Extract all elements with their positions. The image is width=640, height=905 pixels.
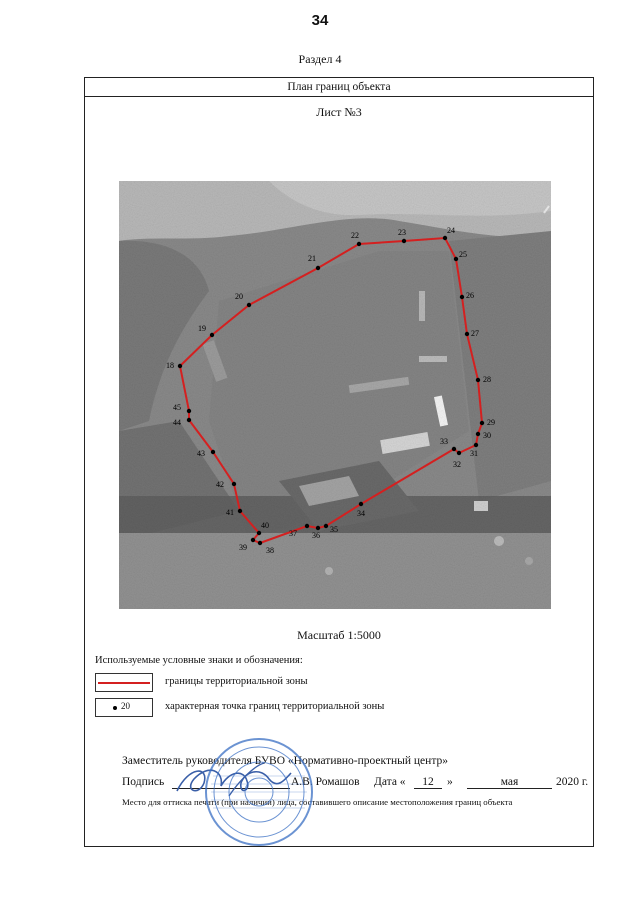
date-label: Дата «: [374, 776, 406, 788]
date-year: 2020 г.: [556, 776, 589, 788]
boundary-point-41: [238, 509, 242, 513]
boundary-point-44: [187, 418, 191, 422]
signature-line: [122, 776, 592, 792]
boundary-point-label-42: 42: [216, 480, 224, 489]
date-day-close: »: [447, 776, 453, 788]
boundary-point-label-36: 36: [312, 531, 320, 540]
point-dot-icon: [113, 706, 117, 710]
boundary-point-label-32: 32: [453, 460, 461, 469]
boundary-point-label-30: 30: [483, 431, 491, 440]
boundary-point-42: [232, 482, 236, 486]
boundary-point-32: [457, 451, 461, 455]
boundary-point-label-28: 28: [483, 375, 491, 384]
legend-line-symbol: [95, 673, 153, 692]
date-day: 12: [414, 776, 442, 789]
boundary-point-label-24: 24: [447, 226, 455, 235]
scale-label: Масштаб 1:5000: [297, 628, 381, 642]
boundary-point-36: [316, 526, 320, 530]
signature-underline: [172, 776, 290, 789]
stamp-note: Место для оттиска печати (при наличии) лица, составившего описание местоположения границ объекта: [122, 797, 513, 807]
boundary-point-label-40: 40: [261, 521, 269, 530]
boundary-point-19: [210, 333, 214, 337]
boundary-point-label-29: 29: [487, 418, 495, 427]
boundary-point-40: [257, 531, 261, 535]
boundary-point-label-37: 37: [289, 529, 297, 538]
boundary-point-label-19: 19: [198, 324, 206, 333]
boundary-point-30: [476, 432, 480, 436]
legend-point-text: характерная точка границ территориальной зоны: [165, 701, 385, 712]
official-stamp: [203, 736, 315, 848]
boundary-point-22: [357, 242, 361, 246]
boundary-point-37: [305, 524, 309, 528]
boundary-point-label-33: 33: [440, 437, 448, 446]
boundary-point-26: [460, 295, 464, 299]
plan-title: План границ объекта: [85, 78, 593, 97]
boundary-point-label-43: 43: [197, 449, 205, 458]
boundary-point-23: [402, 239, 406, 243]
boundary-point-label-44: 44: [173, 418, 181, 427]
sheet-label: Лист №3: [316, 105, 362, 119]
boundary-point-label-39: 39: [239, 543, 247, 552]
legend-line-text: границы территориальной зоны: [165, 676, 308, 687]
signer-name: А.В. Ромашов: [291, 776, 360, 788]
boundary-point-45: [187, 409, 191, 413]
boundary-point-35: [324, 524, 328, 528]
boundary-point-label-35: 35: [330, 525, 338, 534]
boundary-point-label-34: 34: [357, 509, 365, 518]
section-title: Раздел 4: [298, 52, 342, 66]
boundary-point-label-22: 22: [351, 231, 359, 240]
boundary-point-33: [452, 447, 456, 451]
boundary-point-label-26: 26: [466, 291, 474, 300]
boundary-point-43: [211, 450, 215, 454]
boundary-point-38: [258, 541, 262, 545]
boundary-point-27: [465, 332, 469, 336]
boundary-point-label-20: 20: [235, 292, 243, 301]
boundary-point-label-31: 31: [470, 449, 478, 458]
boundary-point-29: [480, 421, 484, 425]
boundary-point-label-18: 18: [166, 361, 174, 370]
boundary-point-25: [454, 257, 458, 261]
map-terrain: [119, 181, 551, 609]
boundary-point-label-45: 45: [173, 403, 181, 412]
boundary-point-21: [316, 266, 320, 270]
boundary-point-34: [359, 502, 363, 506]
boundary-point-28: [476, 378, 480, 382]
signature-label: Подпись: [122, 776, 165, 788]
boundary-point-18: [178, 364, 182, 368]
boundary-point-label-25: 25: [459, 250, 467, 259]
boundary-point-label-27: 27: [471, 329, 479, 338]
satellite-map: [119, 181, 551, 609]
legend-point-symbol: [95, 698, 153, 717]
boundary-point-label-23: 23: [398, 228, 406, 237]
boundary-point-39: [251, 538, 255, 542]
red-line-icon: [98, 682, 150, 684]
signer-position: Заместитель руководителя БУВО «Нормативно-проектный центр»: [122, 755, 448, 767]
boundary-point-label-41: 41: [226, 508, 234, 517]
legend-heading: Используемые условные знаки и обозначения:: [95, 655, 303, 666]
legend-point-number: 20: [121, 701, 130, 711]
boundary-point-label-38: 38: [266, 546, 274, 555]
boundary-point-31: [474, 443, 478, 447]
boundary-point-label-21: 21: [308, 254, 316, 263]
page-number: 34: [311, 12, 329, 29]
plan-frame: [84, 77, 594, 847]
map-canvas: [119, 181, 551, 609]
date-month: мая: [467, 776, 552, 789]
boundary-point-24: [443, 236, 447, 240]
boundary-point-20: [247, 303, 251, 307]
